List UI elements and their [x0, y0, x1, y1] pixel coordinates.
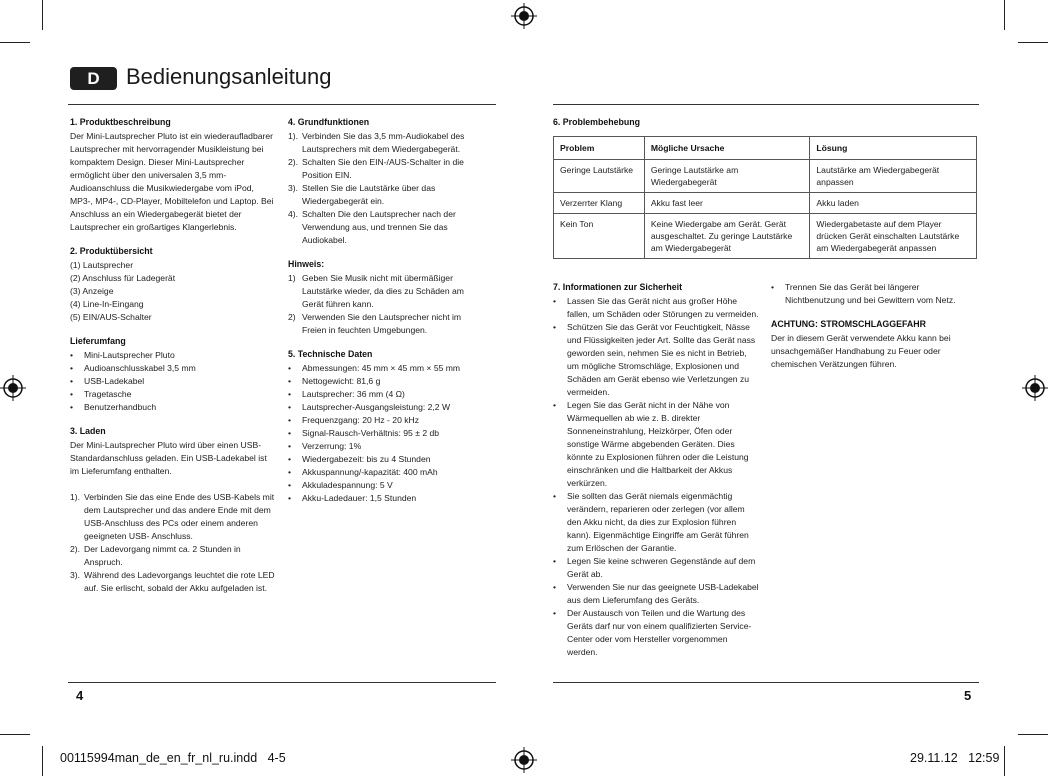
section-basic-functions [288, 116, 474, 247]
list-item: (3) Anzeige [70, 286, 114, 296]
list-item: • USB-Ladekabel [70, 376, 145, 386]
column-1 [70, 116, 276, 606]
table-header-cell: Problem [554, 137, 645, 160]
list-item: 2). Schalten Sie den EIN-/AUS-Schalter in die Position EIN. [288, 157, 464, 180]
list-item: • Tragetasche [70, 389, 132, 399]
list-item: 4). Schalten Die den Lautsprecher nach der Verwendung aus, und trennen Sie das Audiokabel. [288, 209, 456, 245]
list-item: • Der Austausch von Teilen und die Wartung des Geräts darf nur von einem qualifizierten Service-Center oder vom Hersteller vorgenommen werden. [553, 608, 752, 657]
table-row [554, 214, 977, 259]
registration-mark-icon [1022, 375, 1048, 401]
list-item: • Audioanschlusskabel 3,5 mm [70, 363, 196, 373]
crop-mark [1018, 734, 1048, 735]
column-4 [771, 281, 979, 382]
table-header-cell: Lösung [810, 137, 977, 160]
list-item: (1) Lautsprecher [70, 260, 134, 270]
list-item: • Benutzerhandbuch [70, 402, 157, 412]
list-item: • Akku-Ladedauer: 1,5 Stunden [288, 493, 417, 503]
list-item: • Schützen Sie das Gerät vor Feuchtigkeit, Nässe und Flüssigkeiten jeder Art. Sollte das Gerät nass geworden sein, nehmen Sie es nicht in Betrieb, um mögliche Stromschläge, Explosionen und Schäden am Gerät ebenso wie Verletzungen zu vermeiden. [553, 322, 756, 397]
section-scope-of-delivery [70, 335, 276, 414]
table-cell: Geringe Lautstärke am Wiedergabegerät [644, 160, 810, 193]
list-item: • Legen Sie das Gerät nicht in der Nähe von Wärmequellen ab wie z. B. direkter Sonneneinstrahlung, Heizkörper, Öfen oder sonstige Wärme abgebenden Geräten. Dies könnte zu Explosionen führen oder die Leistung einschränken und die Haltbarkeit der Akkus verkürzen. [553, 400, 749, 488]
top-rule-right [553, 104, 979, 105]
section-hint [288, 258, 474, 337]
column-2 [288, 116, 474, 516]
list-item: • Akkuladespannung: 5 V [288, 480, 393, 490]
language-badge: D [70, 67, 117, 90]
section-title: 1. Produktbeschreibung [70, 117, 171, 127]
list-item: • Trennen Sie das Gerät bei längerer Nichtbenutzung und bei Gewittern vom Netz. [771, 282, 956, 305]
page-title: Bedienungsanleitung [126, 64, 332, 89]
list-item: • Mini-Lautsprecher Pluto [70, 350, 175, 360]
section-troubleshooting [553, 116, 853, 130]
section-title: 2. Produktübersicht [70, 246, 153, 256]
list-item: • Lautsprecher-Ausgangsleistung: 2,2 W [288, 402, 451, 412]
section-title: 5. Technische Daten [288, 349, 373, 359]
list-item: • Nettogewicht: 81,6 g [288, 376, 381, 386]
crop-mark [1004, 746, 1005, 776]
troubleshooting-table [553, 136, 977, 259]
table-header-cell: Mögliche Ursache [644, 137, 810, 160]
page-number-right: 5 [964, 688, 972, 703]
registration-mark-icon [511, 747, 537, 773]
crop-mark [42, 0, 43, 30]
section-product-description [70, 116, 276, 234]
list-item: • Signal-Rausch-Verhältnis: 95 ± 2 db [288, 428, 440, 438]
list-item: • Akkuspannung/-kapazität: 400 mAh [288, 467, 438, 477]
list-item: • Verwenden Sie nur das geeignete USB-Ladekabel aus dem Lieferumfang des Geräts. [553, 582, 759, 605]
table-cell: Wiedergabetaste auf dem Player drücken Gerät einschalten Lautstärke am Wiedergabegerät anpassen [810, 214, 977, 259]
file-slug: 00115994man_de_en_fr_nl_ru.indd 4-5 [60, 751, 286, 765]
list-item: (4) Line-In-Eingang [70, 299, 144, 309]
list-item: • Verzerrung: 1% [288, 441, 362, 451]
list-item: • Lassen Sie das Gerät nicht aus großer Höhe fallen, um Schäden oder Störungen zu vermeiden. [553, 296, 759, 319]
section-safety [553, 281, 759, 659]
section-technical-data [288, 348, 474, 505]
list-item: • Frequenzgang: 20 Hz - 20 kHz [288, 415, 420, 425]
table-cell: Akku fast leer [644, 193, 810, 214]
list-item: 2). Der Ladevorgang nimmt ca. 2 Stunden in Anspruch. [70, 544, 241, 567]
list-item: 3). Stellen Sie die Lautstärke über das Wiedergabegerät ein. [288, 183, 436, 206]
crop-mark [42, 746, 43, 776]
table-row [554, 160, 977, 193]
list-item: 2) Verwenden Sie den Lautsprecher nicht im Freien in feuchten Umgebungen. [288, 312, 462, 335]
list-item: • Abmessungen: 45 mm × 45 mm × 55 mm [288, 363, 461, 373]
section-title: 4. Grundfunktionen [288, 117, 370, 127]
table-header-row [554, 137, 977, 160]
list-item: • Wiedergabezeit: bis zu 4 Stunden [288, 454, 431, 464]
top-rule-left [68, 104, 496, 105]
list-item: • Lautsprecher: 36 mm (4 Ω) [288, 389, 405, 399]
bottom-rule-right [553, 682, 979, 683]
section-title: Lieferumfang [70, 336, 126, 346]
section-text: Der Mini-Lautsprecher Pluto ist ein wiederaufladbarer Lautsprecher mit hervorragender Musikleistung bei kompaktem Design. Dieser Mini-Lautsprecher ermöglicht über den universalen 3,5 mm-Audioanschluss die Musikwiedergabe vom iPod, MP3-, MP4-, CD-Player, Mobiltelefon und Laptop. Bei Anschluss an ein Wiedergabegerät bietet der Lautsprecher ein großartiges Klangerlebnis. [70, 131, 274, 232]
section-title: 7. Informationen zur Sicherheit [553, 282, 683, 292]
bottom-rule-left [68, 682, 496, 683]
registration-mark-icon [0, 375, 26, 401]
table-cell: Verzerrter Klang [554, 193, 645, 214]
page-number-left: 4 [76, 688, 84, 703]
table-cell: Keine Wiedergabe am Gerät. Gerät ausgeschaltet. Zu geringe Lautstärke am Wiedergabegerät [644, 214, 810, 259]
list-item: • Sie sollten das Gerät niemals eigenmächtig verändern, reparieren oder zerlegen (vor allem den Akku nicht, da dies zur Explosion führen kann). Eigenmächtige Eingriffe am Gerät führen zum Erlöschen der Garantie. [553, 491, 749, 553]
section-title: 3. Laden [70, 426, 106, 436]
list-item: 3). Während des Ladevorgangs leuchtet die rote LED auf. Sie erlischt, sobald der Akku aufgeladen ist. [70, 570, 275, 593]
section-charging [70, 425, 276, 595]
crop-mark [0, 42, 30, 43]
list-item: • Legen Sie keine schweren Gegenstände auf dem Gerät ab. [553, 556, 756, 579]
warning-text: Der in diesem Gerät verwendete Akku kann bei unsachgemäßer Handhabung zu Feuer oder chemischen Verätzungen führen. [771, 333, 951, 369]
section-title: Hinweis: [288, 259, 325, 269]
crop-mark [1004, 0, 1005, 30]
table-cell: Akku laden [810, 193, 977, 214]
list-item: (2) Anschluss für Ladegerät [70, 273, 176, 283]
column-3 [553, 281, 759, 670]
list-item: 1). Verbinden Sie das eine Ende des USB-Kabels mit dem Lautsprecher und das andere Ende mit dem USB-Anschluss des PCs oder einem anderen geeigneten USB- Anschluss. [70, 492, 275, 541]
list-item: 1) Geben Sie Musik nicht mit übermäßiger Lautstärke wieder, da dies zu Schäden am Gerät führen kann. [288, 273, 464, 309]
section-warning [771, 318, 979, 371]
crop-mark [0, 734, 30, 735]
warning-title: ACHTUNG: STROMSCHLAGGEFAHR [771, 319, 926, 329]
list-item: 1). Verbinden Sie das 3,5 mm-Audiokabel des Lautsprechers mit dem Wiedergabegerät. [288, 131, 465, 154]
crop-mark [1018, 42, 1048, 43]
section-product-overview [70, 245, 276, 324]
table-cell: Geringe Lautstärke [554, 160, 645, 193]
section-text: Der Mini-Lautsprecher Pluto wird über einen USB-Standardanschluss geladen. Ein USB-Ladekabel ist im Lieferumfang enthalten. [70, 440, 267, 476]
section-title: 6. Problembehebung [553, 117, 641, 127]
list-item: (5) EIN/AUS-Schalter [70, 312, 152, 322]
registration-mark-icon [511, 3, 537, 29]
table-cell: Kein Ton [554, 214, 645, 259]
table-cell: Lautstärke am Wiedergabegerät anpassen [810, 160, 977, 193]
table-row [554, 193, 977, 214]
date-slug: 29.11.12 12:59 [910, 751, 1000, 765]
